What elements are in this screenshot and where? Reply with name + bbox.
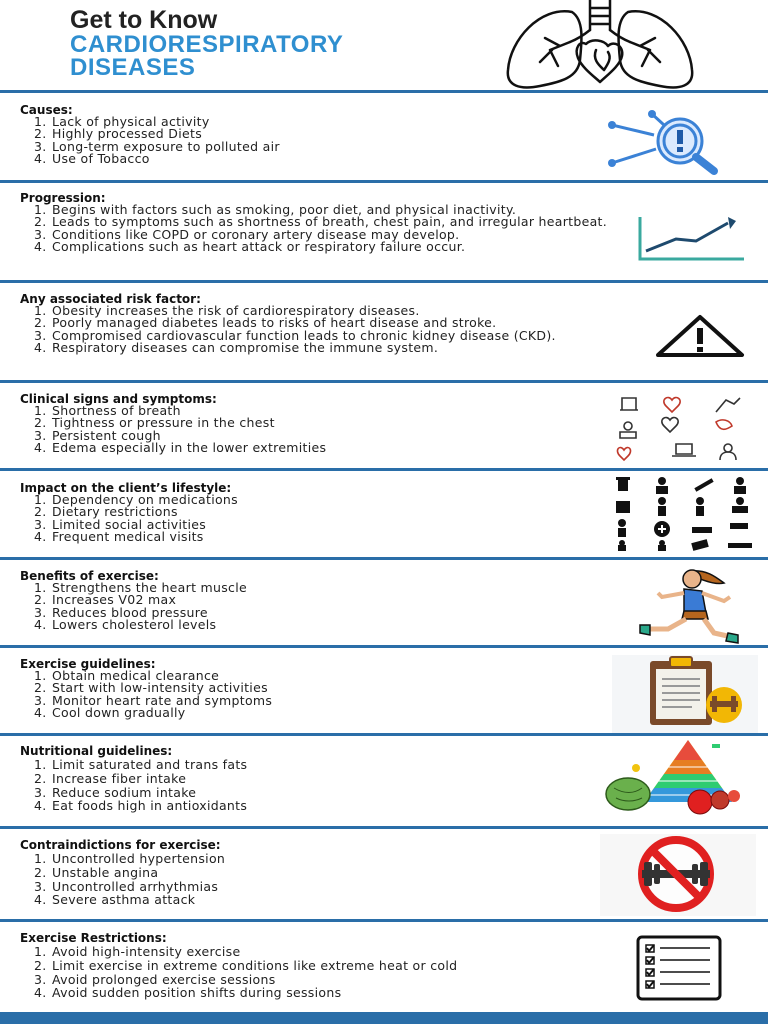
list-item: 2. Limit exercise in extreme conditions like extreme heat or cold xyxy=(34,957,458,973)
section-causes xyxy=(0,103,768,179)
section-title: Impact on the client’s lifestyle: xyxy=(20,481,232,495)
list-item: 1. Uncontrolled hypertension xyxy=(34,851,226,866)
clipboard-dumbbell-icon xyxy=(612,655,758,733)
divider xyxy=(0,468,768,471)
footer-bar xyxy=(0,1012,768,1024)
item-list xyxy=(0,405,642,454)
section-contraindications xyxy=(0,838,768,918)
list-item: 4. Edema especially in the lower extremities xyxy=(34,439,327,455)
divider xyxy=(0,90,768,93)
section-title: Benefits of exercise: xyxy=(20,569,159,583)
divider xyxy=(0,180,768,183)
list-item: 3. Reduce sodium intake xyxy=(34,784,197,800)
section-title: Clinical signs and symptoms: xyxy=(20,392,217,406)
list-item: 3. Limited social activities xyxy=(34,516,207,532)
list-item: 1. Shortness of breath xyxy=(34,403,181,418)
list-item: 1. Strengthens the heart muscle xyxy=(34,580,247,595)
section-title: Nutritional guidelines: xyxy=(20,744,173,758)
list-item: 4. Eat foods high in antioxidants xyxy=(34,798,248,814)
list-item: 4. Severe asthma attack xyxy=(34,892,196,908)
item-list xyxy=(0,582,642,631)
section-exercise-benefits xyxy=(0,569,768,645)
divider xyxy=(0,919,768,922)
title-line-2: CARDIORESPIRATORY xyxy=(70,31,344,58)
list-item: 3. Monitor heart rate and symptoms xyxy=(34,692,273,708)
list-item: 2. Unstable angina xyxy=(34,864,159,880)
title-line-3: DISEASES xyxy=(70,54,196,81)
list-item: 3. Conditions like COPD or coronary artery disease may develop. xyxy=(34,226,460,242)
symptoms-icon-grid xyxy=(612,392,758,462)
list-item: 4. Lowers cholesterol levels xyxy=(34,616,217,632)
item-list xyxy=(0,852,642,907)
warning-icon xyxy=(654,314,746,358)
list-item: 2. Increase fiber intake xyxy=(34,770,187,786)
list-item: 3. Avoid prolonged exercise sessions xyxy=(34,971,276,987)
list-item: 1. Avoid high-intensity exercise xyxy=(34,944,241,959)
section-title: Exercise Restrictions: xyxy=(20,931,167,945)
list-item: 3. Persistent cough xyxy=(34,427,161,443)
section-progression xyxy=(0,191,768,277)
list-item: 1. Obesity increases the risk of cardiorespiratory diseases. xyxy=(34,303,420,318)
list-item: 4. Respiratory diseases can compromise the immune system. xyxy=(34,339,439,355)
food-pyramid-icon xyxy=(604,738,754,818)
runner-icon xyxy=(630,565,750,645)
list-item: 2. Leads to symptoms such as shortness of breath, chest pain, and irregular heartbeat. xyxy=(34,214,608,230)
checklist-icon xyxy=(634,935,724,1001)
list-item: 2. Increases V02 max xyxy=(34,592,177,608)
list-item: 2. Highly processed Diets xyxy=(34,126,203,142)
item-list xyxy=(0,116,642,165)
item-list xyxy=(0,305,642,354)
trend-up-icon xyxy=(636,213,748,263)
list-item: 4. Cool down gradually xyxy=(34,704,186,720)
list-item: 2. Tightness or pressure in the chest xyxy=(34,415,275,431)
divider xyxy=(0,645,768,648)
section-title: Causes: xyxy=(20,103,73,117)
list-item: 1. Obtain medical clearance xyxy=(34,668,220,683)
list-item: 3. Long-term exposure to polluted air xyxy=(34,138,280,154)
item-list xyxy=(0,945,642,1000)
list-item: 3. Compromised cardiovascular function leads to chronic kidney disease (CKD). xyxy=(34,327,556,343)
lungs-heart-icon xyxy=(500,0,700,92)
item-list xyxy=(0,670,642,719)
list-item: 1. Begins with factors such as smoking, poor diet, and physical inactivity. xyxy=(34,202,517,217)
search-alert-icon xyxy=(602,109,758,187)
section-title: Progression: xyxy=(20,191,106,205)
section-clinical-signs xyxy=(0,392,768,468)
item-list xyxy=(0,758,642,813)
section-nutritional-guidelines xyxy=(0,744,768,824)
title-line-1: Get to Know xyxy=(70,6,218,34)
list-item: 1. Lack of physical activity xyxy=(34,114,210,129)
list-item: 2. Poorly managed diabetes leads to risks of heart disease and stroke. xyxy=(34,315,497,331)
section-exercise-guidelines xyxy=(0,657,768,733)
section-title: Exercise guidelines: xyxy=(20,657,156,671)
section-exercise-restrictions xyxy=(0,931,768,1011)
section-lifestyle-impact xyxy=(0,481,768,557)
list-item: 4. Frequent medical visits xyxy=(34,528,204,544)
item-list xyxy=(0,494,642,543)
list-item: 1. Limit saturated and trans fats xyxy=(34,757,248,772)
divider xyxy=(0,280,768,283)
list-item: 1. Dependency on medications xyxy=(34,492,238,507)
item-list xyxy=(0,204,642,253)
list-item: 4. Avoid sudden position shifts during sessions xyxy=(34,985,342,1001)
section-risk-factors xyxy=(0,292,768,378)
no-dumbbell-icon xyxy=(600,834,756,916)
divider xyxy=(0,733,768,736)
lifestyle-icon-grid xyxy=(612,475,758,551)
section-title: Any associated risk factor: xyxy=(20,292,201,306)
section-title: Contraindictions for exercise: xyxy=(20,838,221,852)
list-item: 4. Use of Tobacco xyxy=(34,150,150,166)
divider xyxy=(0,826,768,829)
list-item: 3. Reduces blood pressure xyxy=(34,604,208,620)
list-item: 2. Start with low-intensity activities xyxy=(34,680,268,696)
list-item: 3. Uncontrolled arrhythmias xyxy=(34,878,219,894)
list-item: 2. Dietary restrictions xyxy=(34,504,178,520)
divider xyxy=(0,380,768,383)
list-item: 4. Complications such as heart attack or respiratory failure occur. xyxy=(34,238,466,254)
header xyxy=(0,0,768,90)
divider xyxy=(0,557,768,560)
